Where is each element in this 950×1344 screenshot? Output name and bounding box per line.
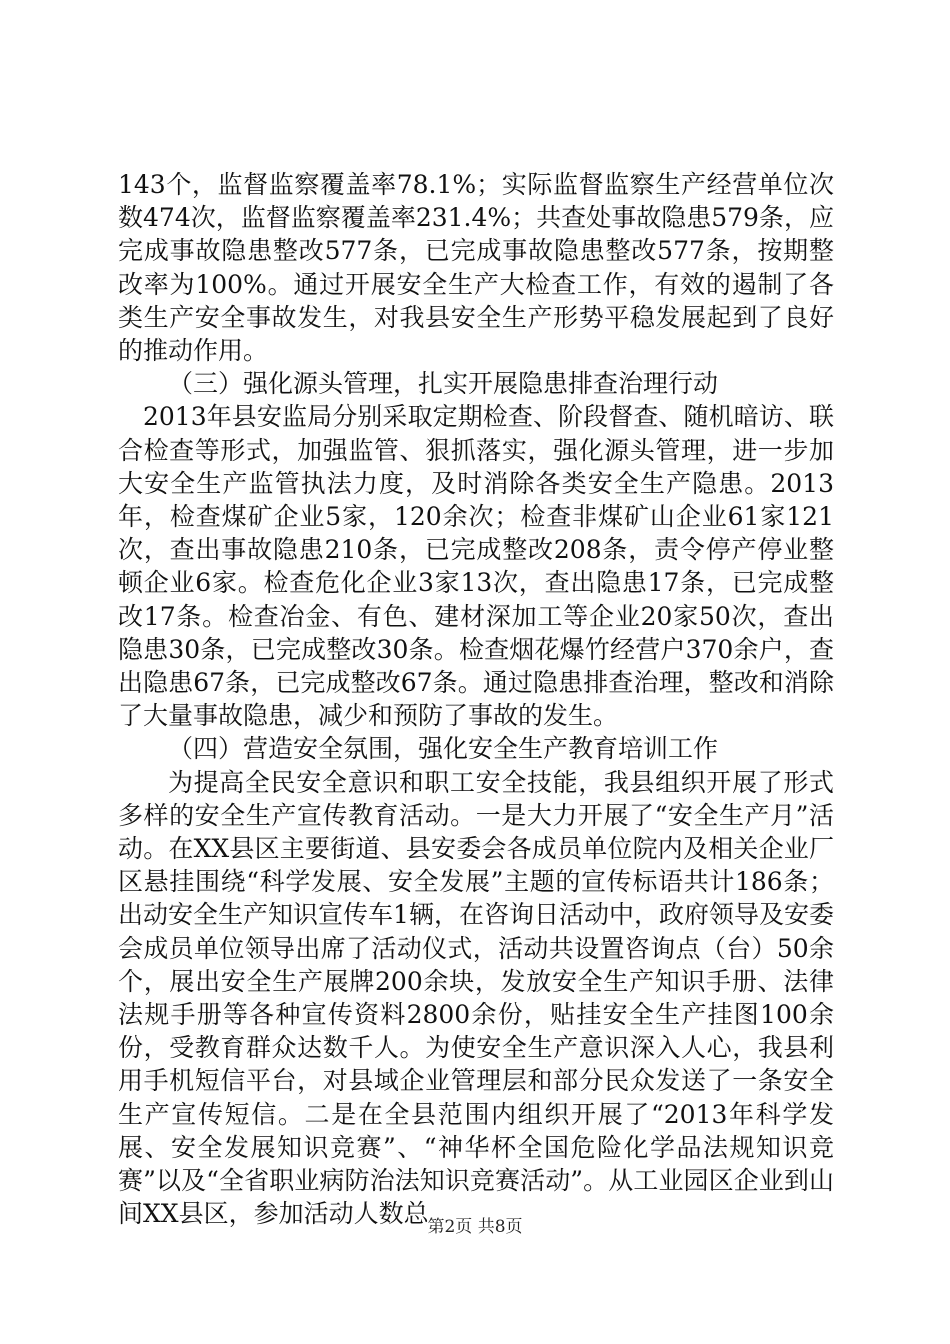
section-heading-3: （三）强化源头管理，扎实开展隐患排查治理行动 (168, 369, 719, 399)
page-footer: 第2页 共8页 (427, 1217, 523, 1237)
paragraph-inspection-stats: 143个，监督监察覆盖率78.1%；实际监督监察生产经营单位次数474次，监督监察覆盖率231.4%；共查处事故隐患579条，应完成事故隐患整改577条，已完成事故隐患整改577条，按期整改率为100%。通过开展安全生产大检查工作，有效的遏制了各类生产安全事故发生，对我县安全生产形势平稳发展起到了良好的推动作用。 (118, 170, 834, 366)
document-body (118, 168, 834, 1231)
paragraph-hazard-investigation: 2013年县安监局分别采取定期检查、阶段督查、随机暗访、联合检查等形式，加强监管、狠抓落实，强化源头管理，进一步加大安全生产监管执法力度，及时消除各类安全生产隐患。2013年，检查煤矿企业5家，120余次；检查非煤矿山企业61家121次，查出事故隐患210条，已完成整改208条，责令停产停业整顿企业6家。检查危化企业3家13次，查出隐患17条，已完成整改17条。检查冶金、有色、建材深加工等企业20家50次，查出隐患30条，已完成整改30条。检查烟花爆竹经营户370余户，查出隐患67条，已完成整改67条。通过隐患排查治理，整改和消除了大量事故隐患，减少和预防了事故的发生。 (118, 402, 834, 731)
paragraph-safety-education: 为提高全民安全意识和职工安全技能，我县组织开展了形式多样的安全生产宣传教育活动。一是大力开展了“安全生产月”活动。在XX县区主要街道、县安委会各成员单位院内及相关企业厂区悬挂围绕“科学发展、安全发展”主题的宣传标语共计186条；出动安全生产知识宣传车1辆，在咨询日活动中，政府领导及安委会成员单位领导出席了活动仪式，活动共设置咨询点（台）50余个，展出安全生产展牌200余块，发放安全生产知识手册、法律法规手册等各种宣传资料2800余份，贴挂安全生产挂图100余份，受教育群众达数千人。为使安全生产意识深入人心，我县利用手机短信平台，对县域企业管理层和部分民众发送了一条安全生产宣传短信。二是在全县范围内组织开展了“2013年科学发展、安全发展知识竞赛”、“神华杯全国危险化学品法规知识竞赛”以及“全省职业病防治法知识竞赛活动”。从工业园区企业到山间XX县区，参加活动人数总 (118, 767, 834, 1229)
section-heading-4: （四）营造安全氛围，强化安全生产教育培训工作 (168, 734, 719, 764)
